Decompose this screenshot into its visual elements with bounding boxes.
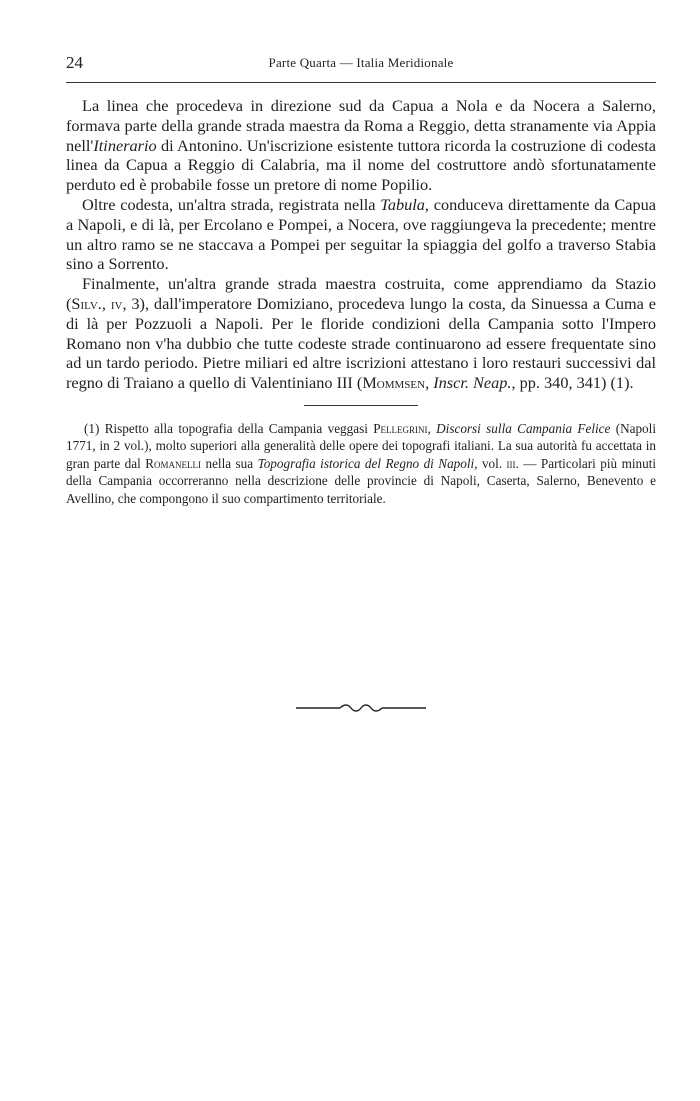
header-rule: [66, 82, 656, 83]
running-title: Parte Quarta — Italia Meridionale: [268, 55, 454, 70]
page-number: 24: [66, 53, 83, 72]
paragraph-2: Oltre codesta, un'altra strada, registrata nella Tabula, conduceva direttamente da Capua a Napoli, e di là, per Ercolano e Pompei, a Nocera, ove raggiungeva la precedente; mentre un altro ramo se ne staccava a Pompei per seguitar la spiaggia del golfo a traverso Stabia sino a Sorrento.: [66, 194, 657, 274]
paragraph-1: La linea che procedeva in direzione sud da Capua a Nola e da Nocera a Salerno, formava parte della grande strada maestra da Roma a Reggio, detta stranamente via Appia nell'Itinerario di Antonino. Un'iscrizione esistente tuttora ricorda la costruzione di codesta linea da Capua a Reggio di Calabria, ma il nome del costruttore andò sfortunatamente perduto ed è probabile fosse un pretore di nome Popilio.: [66, 96, 656, 195]
end-ornament: [296, 700, 426, 716]
main-text: [66, 96, 656, 393]
running-head: [66, 50, 656, 76]
paragraph-3: Finalmente, un'altra grande strada maestra costruita, come apprendiamo da Stazio (Silv., iv, 3), dall'imperatore Domiziano, procedeva lungo la costa, da Sinuessa a Cuma e di là per Pozzuoli a Napoli. Per le floride condizioni della Campania sotto l'Impero Romano non v'ha dubbio che tutte codeste strade continuarono ad essere frequentate sino ad un tardo periodo. Pietre miliari ed altre iscrizioni attestano i loro restauri successivi dal regno di Traiano a quello di Valentiniano III (Mommsen, Inscr. Neap., pp. 340, 341) (1).: [66, 274, 656, 393]
footnote-rule: [304, 405, 418, 406]
footnote-1: (1) Rispetto alla topografia della Campania veggasi Pellegrini, Discorsi sulla Campania Felice (Napoli 1771, in 2 vol.), molto superiori alla generalità delle opere dei topografi italiani. La sua autorità fu accettata in gran parte dal Romanelli nella sua Topografia istorica del Regno di Napoli, vol. iii. — Particolari più minuti della Campania occorreranno nella descrizione delle provincie di Napoli, Caserta, Salerno, Benevento e Avellino, che compongono il suo compartimento territoriale.: [66, 420, 657, 506]
book-page: [66, 50, 656, 507]
